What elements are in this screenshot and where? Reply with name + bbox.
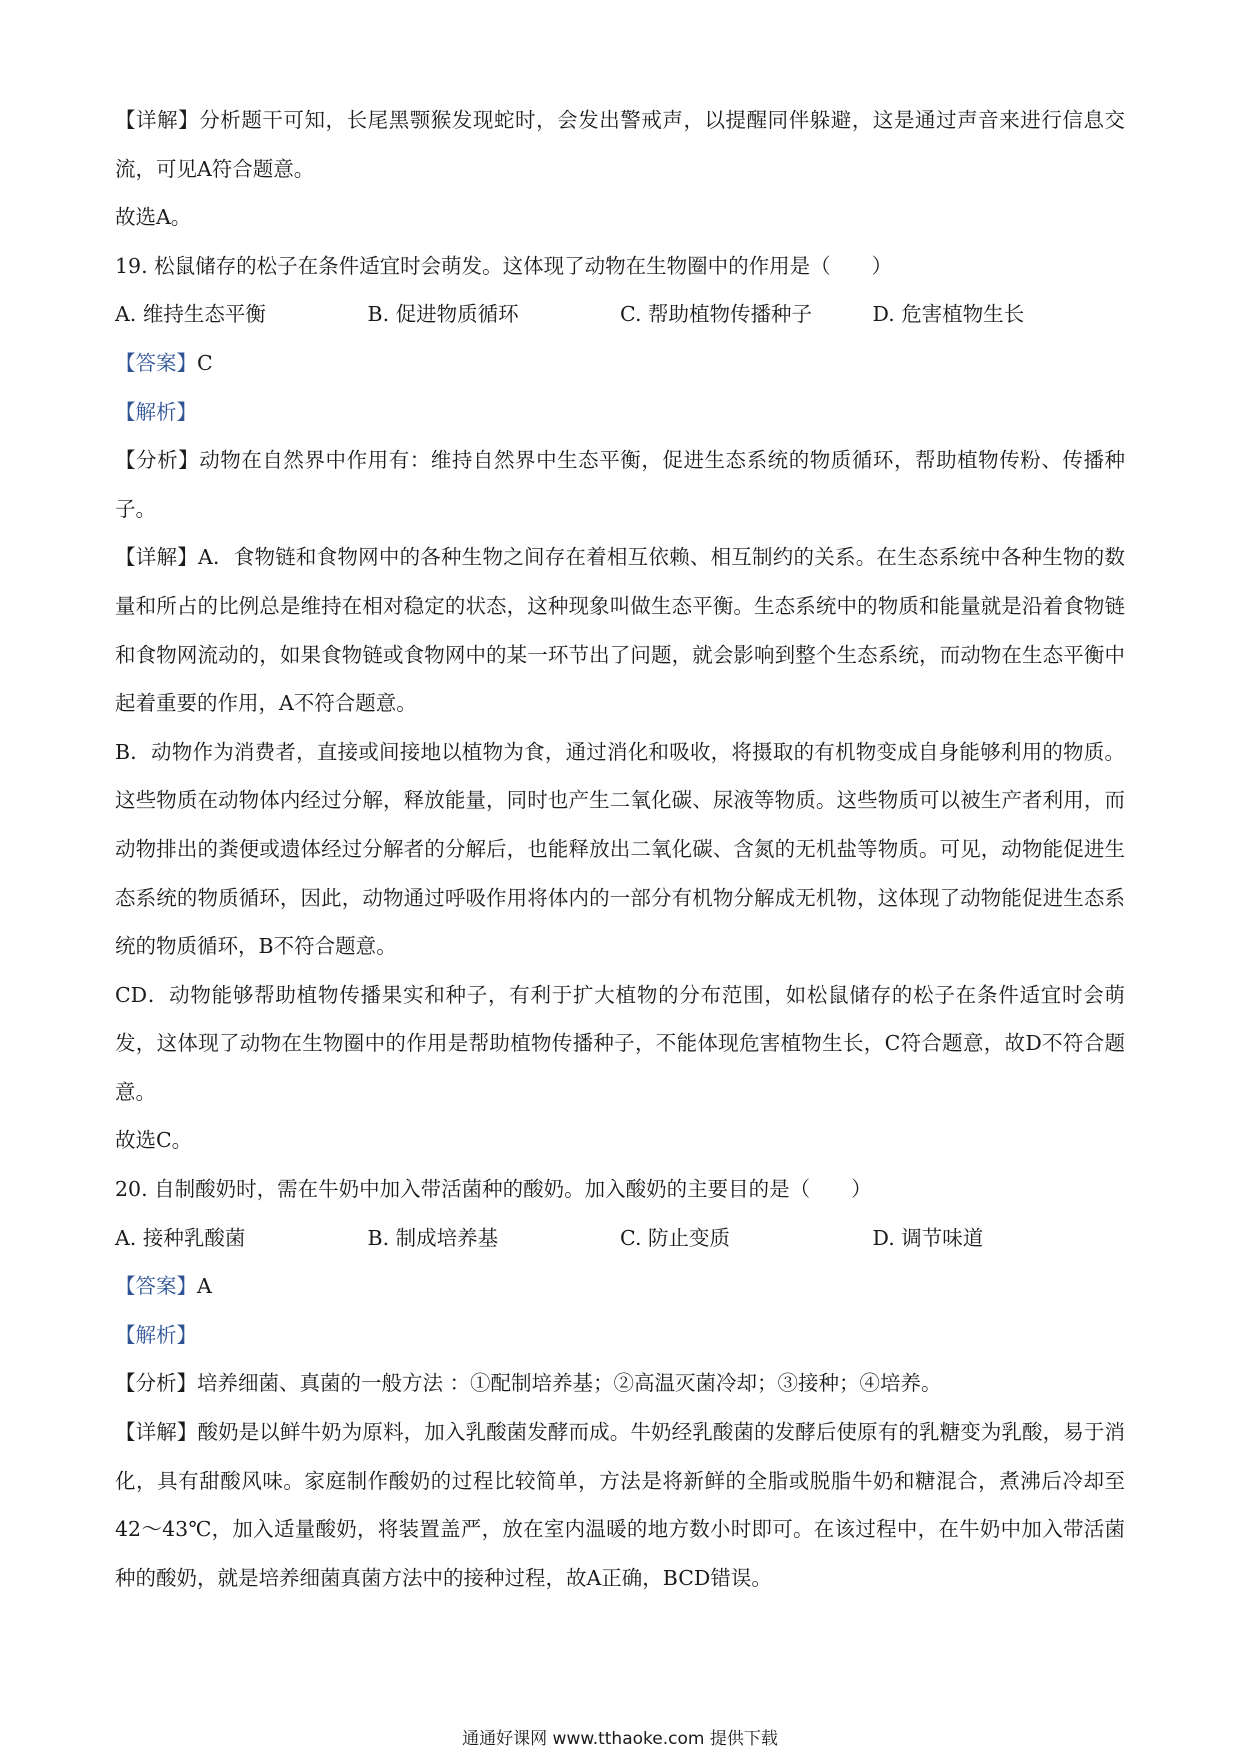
question-20-answer: [115, 1262, 1125, 1311]
question-19-detail-b: B．动物作为消费者，直接或间接地以植物为食，通过消化和吸收，将摄取的有机物变成自身能够利用的物质。这些物质在动物体内经过分解，释放能量，同时也产生二氧化碳、尿液等物质。这些物质可以被生产者利用，而动物排出的粪便或遗体经过分解者的分解后，也能释放出二氧化碳、含氮的无机盐等物质。可见，动物能促进生态系统的物质循环，因此，动物通过呼吸作用将体内的一部分有机物分解成无机物，这体现了动物能促进生态系统的物质循环，B不符合题意。: [115, 739, 1125, 959]
detail-text: 分析题干可知，长尾黑颚猴发现蛇时，会发出警戒声，以提醒同伴躲避，这是通过声音来进行信息交流，可见A符合题意。: [115, 108, 1126, 181]
question-20-detail: [115, 1408, 1125, 1602]
question-19-stem: 19. 松鼠储存的松子在条件适宜时会萌发。这体现了动物在生物圈中的作用是（ ）: [115, 253, 893, 278]
question-20-stem: 20. 自制酸奶时，需在牛奶中加入带活菌种的酸奶。加入酸奶的主要目的是（ ）: [115, 1177, 872, 1202]
option-d: D. 调节味道: [872, 1225, 984, 1250]
fenxi-text: 培养细菌、真菌的一般方法 ：①配制培养基；②高温灭菌冷却；③接种；④培养。: [197, 1371, 942, 1396]
option-b: B. 制成培养基: [367, 1225, 499, 1250]
answer-value: C: [197, 350, 213, 375]
question-20-options: [115, 1214, 1125, 1263]
detail-tag: 【详解】: [115, 545, 198, 570]
option-d: D. 危害植物生长: [872, 302, 1025, 327]
page-footer: 通通好课网 www.tthaoke.com 提供下载: [462, 1729, 778, 1749]
answer-tag: 【答案】: [115, 350, 197, 375]
option-c: C. 帮助植物传播种子: [620, 302, 812, 327]
detail-tag: 【详解】: [115, 1420, 198, 1445]
question-19-answer: [115, 339, 1125, 388]
prev-detail: [115, 96, 1125, 193]
question-19-options: [115, 290, 1125, 339]
detail-text: 酸奶是以鲜牛奶为原料，加入乳酸菌发酵而成。牛奶经乳酸菌的发酵后使原有的乳糖变为乳酸，易于消化，具有甜酸风味。家庭制作酸奶的过程比较简单，方法是将新鲜的全脂或脱脂牛奶和糖混合，煮沸后冷却至42～43℃，加入适量酸奶，将装置盖严，放在室内温暖的地方数小时即可。在该过程中，在牛奶中加入带活菌种的酸奶，就是培养细菌真菌方法中的接种过程，故A正确，BCD错误。: [115, 1420, 1126, 1590]
fenxi-tag: 【分析】: [115, 448, 200, 473]
option-a: A. 接种乳酸菌: [115, 1225, 246, 1250]
option-a: A. 维持生态平衡: [115, 302, 266, 327]
question-19-detail-a: [115, 533, 1125, 727]
question-19-detail-cd: CD．动物能够帮助植物传播果实和种子，有利于扩大植物的分布范围，如松鼠储存的松子在条件适宜时会萌发，这体现了动物在生物圈中的作用是帮助植物传播种子，不能体现危害植物生长，C符合题意，故D不符合题意。: [115, 982, 1125, 1104]
answer-value: A: [197, 1274, 212, 1299]
question-19-fenxi: [115, 436, 1125, 533]
detail-a-text: A．食物链和食物网中的各种生物之间存在着相互依赖、相互制约的关系。在生态系统中各种生物的数量和所占的比例总是维持在相对稳定的状态，这种现象叫做生态平衡。生态系统中的物质和能量就是沿着食物链和食物网流动的，如果食物链或食物网中的某一环节出了问题，就会影响到整个生态系统，而动物在生态平衡中起着重要的作用，A不符合题意。: [115, 545, 1125, 716]
question-19-analysis-tag: 【解析】: [115, 399, 197, 424]
question-20-analysis-tag: 【解析】: [115, 1322, 197, 1347]
question-19-conclusion: 故选C。: [115, 1128, 193, 1153]
fenxi-text: 动物在自然界中作用有：维持自然界中生态平衡，促进生态系统的物质循环，帮助植物传粉、传播种子。: [115, 448, 1126, 521]
prev-conclusion: 故选A。: [115, 205, 192, 230]
option-c: C. 防止变质: [620, 1225, 730, 1250]
detail-tag: 【详解】: [115, 108, 200, 132]
option-b: B. 促进物质循环: [367, 302, 519, 327]
document-body: [115, 96, 1125, 1602]
fenxi-tag: 【分析】: [115, 1371, 197, 1396]
question-20-fenxi: [115, 1359, 1125, 1408]
answer-tag: 【答案】: [115, 1274, 197, 1299]
